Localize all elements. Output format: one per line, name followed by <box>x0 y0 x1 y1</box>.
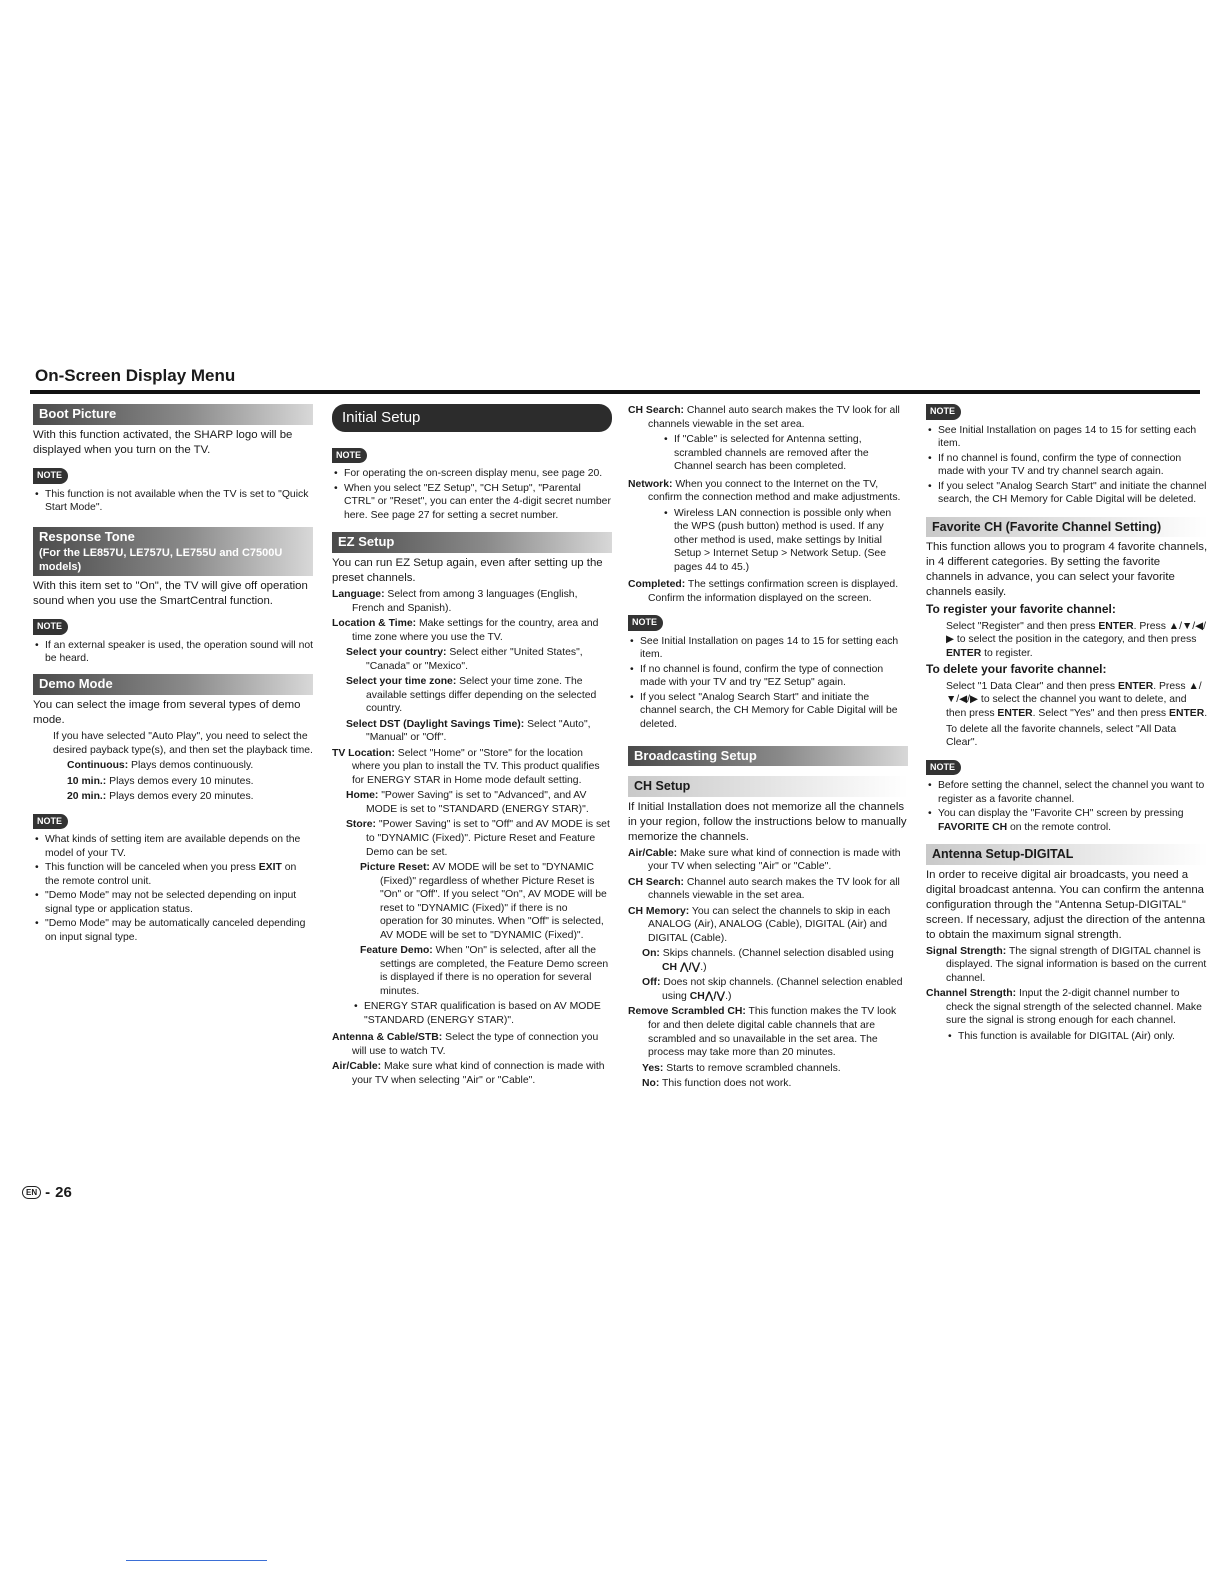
note-item: • "Demo Mode" may be automatically canceled depending on input signal type. <box>45 917 313 944</box>
note-item: • This function is not available when the TV is set to "Quick Start Mode". <box>45 488 313 515</box>
ez-dst: Select DST (Daylight Savings Time): Select "Auto", "Manual" or "Off". <box>346 718 591 744</box>
boot-picture-text: With this function activated, the SHARP logo will be displayed when you turn on the TV. <box>33 428 293 456</box>
language-badge: EN <box>22 1186 41 1199</box>
network-bullet <box>628 507 908 575</box>
note-item: • "Demo Mode" may not be selected depending on input signal type or application status. <box>45 889 313 916</box>
ez-completed: Completed: The settings confirmation screen is displayed. Confirm the information displayed on the screen. <box>628 579 899 604</box>
ez-setup-text: You can run EZ Setup again, even after setting up the preset channels. <box>332 557 603 585</box>
note-item: • This function is available for DIGITAL (Air) only. <box>958 1030 1208 1044</box>
note-item: • Before setting the channel, select the channel you want to register as a favorite channel. <box>938 779 1208 806</box>
page-title: On-Screen Display Menu <box>35 366 236 385</box>
note-item: • If an external speaker is used, the operation sound will not be heard. <box>45 639 313 666</box>
note-item: • For operating the on-screen display menu, see page 20. <box>344 467 612 481</box>
delete-heading: To delete your favorite channel: <box>926 662 1107 677</box>
demo-mode-sub: If you have selected "Auto Play", you need to select the desired payback type(s), and then set the playback time. <box>53 730 313 756</box>
ez-feature-demo: Feature Demo: When "On" is selected, after all the settings are completed, the Feature Demo screen is displayed if there is no operation for several minutes. <box>360 945 609 997</box>
response-tone-heading <box>33 527 313 576</box>
demo-mode-notes <box>33 833 313 944</box>
ez-antenna: Antenna & Cable/STB: Select the type of connection you will use to watch TV. <box>332 1032 599 1057</box>
column-3 <box>628 404 908 1093</box>
ch-search: CH Search: Channel auto search makes the TV look for all channels viewable in the set area. <box>628 876 900 902</box>
note-item: • When you select "EZ Setup", "CH Setup", "Parental CTRL" or "Reset", you can enter the 4-digit secret number here. See page 27 for setting a secret number. <box>344 482 612 523</box>
delete-text: Select "1 Data Clear" and then press ENTER. Press ▲/▼/◀/▶ to select the channel you want to delete, and then press ENTER. Select "Yes" and then press ENTER. <box>946 680 1208 719</box>
ez-network: Network: When you connect to the Internet on the TV, confirm the connection method and make adjustments. <box>628 478 901 504</box>
note-item: • If no channel is found, confirm the type of connection made with your TV and try channel search again. <box>938 452 1208 479</box>
note-item: • You can display the "Favorite CH" screen by pressing FAVORITE CH on the remote control. <box>938 807 1208 834</box>
response-tone-title: Response Tone <box>39 528 135 544</box>
demo-20min: 20 min.: Plays demos every 20 minutes. <box>67 791 254 803</box>
response-tone-subtitle: (For the LE857U, LE757U, LE755U and C7500U models) <box>39 546 283 573</box>
ch-setup-heading: CH Setup <box>628 776 908 796</box>
demo-mode-heading: Demo Mode <box>33 674 313 695</box>
note-item: • If "Cable" is selected for Antenna setting, scrambled channels are removed after the Channel search has been completed. <box>674 433 908 474</box>
ch-memory-on: On: Skips channels. (Channel selection disabled using CH ⋀/⋁.) <box>642 948 894 973</box>
delete-all-text: To delete all the favorite channels, select "All Data Clear". <box>946 723 1177 749</box>
ez-notes <box>628 635 908 732</box>
ch-remove-scrambled: Remove Scrambled CH: This function makes the TV look for and then delete digital cable channels that are scrambled and so unavailable in the set area. The process may take more than 20 minutes. <box>628 1006 897 1059</box>
bottom-link-line <box>126 1560 267 1561</box>
ez-air-cable: Air/Cable: Make sure what kind of connection is made with your TV when selecting "Air" or "Cable". <box>332 1061 605 1086</box>
note-badge: NOTE <box>628 615 663 631</box>
ez-timezone: Select your time zone: Select your time zone. The available settings differ depending on the selected country. <box>346 676 597 715</box>
note-badge: NOTE <box>926 760 961 776</box>
column-4 <box>926 404 1208 1047</box>
note-badge: NOTE <box>33 814 68 830</box>
note-badge: NOTE <box>332 448 367 464</box>
page-footer <box>22 1184 72 1201</box>
register-heading: To register your favorite channel: <box>926 602 1116 617</box>
ch-setup-text: If Initial Installation does not memorize all the channels in your region, follow the instructions below to manually memorize the channels. <box>628 800 907 843</box>
column-2 <box>332 404 612 1089</box>
demo-continuous: Continuous: Plays demos continuously. <box>67 760 254 772</box>
register-text: Select "Register" and then press ENTER. Press ▲/▼/◀/▶ to select the position in the category, and then press ENTER to register. <box>946 620 1207 659</box>
boot-picture-notes <box>33 488 313 515</box>
favorite-notes <box>926 779 1208 834</box>
ch-remove-yes: Yes: Starts to remove scrambled channels. <box>642 1062 841 1074</box>
footer-separator: - <box>45 1184 51 1201</box>
channel-strength-bullet <box>926 1030 1208 1044</box>
page-number: 26 <box>55 1184 72 1201</box>
ez-country: Select your country: Select either "United States", "Canada" or "Mexico". <box>346 647 583 672</box>
column-1 <box>33 404 313 948</box>
ch-memory: CH Memory: You can select the channels to skip in each ANALOG (Air), ANALOG (Cable), DIGITAL (Air) and DIGITAL (Cable). <box>628 905 891 944</box>
boot-picture-heading: Boot Picture <box>33 404 313 425</box>
ez-tv-location: TV Location: Select "Home" or "Store" for the location where you plan to install the TV. This product qualifies for ENERGY STAR in Home mode default setting. <box>332 747 600 786</box>
note-item: • ENERGY STAR qualification is based on AV MODE "STANDARD (ENERGY STAR)". <box>364 1000 612 1027</box>
title-rule <box>30 390 1200 394</box>
response-tone-text: With this item set to "On", the TV will give off operation sound when you use the SmartCentral function. <box>33 580 308 608</box>
favorite-ch-heading: Favorite CH (Favorite Channel Setting) <box>926 517 1208 537</box>
ez-picture-reset: Picture Reset: AV MODE will be set to "DYNAMIC (Fixed)" regardless of whether Picture Reset is "On" or "Off". If you select "On", AV MODE will be reset to "DYNAMIC (Fixed)" if there is no operation for 30 minutes. When "Off" is selected, AV MODE will be set to "DYNAMIC (Fixed)". <box>360 862 607 941</box>
note-item: • If no channel is found, confirm the type of connection made with your TV and try "EZ Setup" again. <box>640 663 908 690</box>
antenna-setup-text: In order to receive digital air broadcasts, you need a digital broadcast antenna. You can confirm the antenna configuration through the "Antenna Setup-DIGITAL" screen. If necessary, adjust the direction of the antenna to obtain the maximum signal strength. <box>926 868 1206 941</box>
broadcasting-setup-heading: Broadcasting Setup <box>628 746 908 767</box>
initial-setup-heading: Initial Setup <box>332 404 612 432</box>
initial-setup-notes <box>332 467 612 522</box>
note-badge: NOTE <box>926 404 961 420</box>
ez-setup-heading: EZ Setup <box>332 532 612 553</box>
note-item: • This function will be canceled when you press EXIT on the remote control unit. <box>45 861 313 888</box>
ez-store: Store: "Power Saving" is set to "Off" and AV MODE is set to "DYNAMIC (Fixed)". Picture Reset and Feature Demo can be set. <box>346 819 610 858</box>
note-item: • Wireless LAN connection is possible only when the WPS (push button) method is used. If any other method is used, make settings by Initial Setup > Internet Setup > Network Setup. (See pages 44 to 45.) <box>674 507 908 575</box>
note-item: • See Initial Installation on pages 14 to 15 for setting each item. <box>640 635 908 662</box>
ez-ch-search: CH Search: Channel auto search makes the TV look for all channels viewable in the set area. <box>628 405 900 430</box>
response-tone-notes <box>33 639 313 666</box>
ch-search-bullet <box>628 433 908 474</box>
demo-10min: 10 min.: Plays demos every 10 minutes. <box>67 775 254 787</box>
ez-home: Home: "Power Saving" is set to "Advanced", and AV MODE is set to "STANDARD (ENERGY STAR)". <box>346 790 589 815</box>
ez-location: Location & Time: Make settings for the country, area and time zone where you use the TV. <box>332 618 599 643</box>
channel-strength: Channel Strength: Input the 2-digit channel number to check the signal strength of the selected channel. Make sure the signal is strong enough for each channel. <box>926 988 1202 1027</box>
demo-mode-text: You can select the image from several types of demo mode. <box>33 698 301 726</box>
note-badge: NOTE <box>33 468 68 484</box>
favorite-ch-text: This function allows you to program 4 favorite channels, in 4 different categories. By setting the favorite channels in advance, you can select your favorite channels easily. <box>926 541 1208 599</box>
signal-strength: Signal Strength: The signal strength of DIGITAL channel is displayed. The signal information is based on the current channel. <box>926 945 1207 984</box>
ch-setup-notes <box>926 424 1208 507</box>
ch-air-cable: Air/Cable: Make sure what kind of connection is made with your TV when selecting "Air" or "Cable". <box>628 847 901 873</box>
ch-memory-off: Off: Does not skip channels. (Channel selection enabled using CH⋀/⋁.) <box>642 977 903 1002</box>
ez-language: Language: Select from among 3 languages (English, French and Spanish). <box>332 589 578 614</box>
note-item: • If you select "Analog Search Start" and initiate the channel search, the CH Memory for Cable Digital will be deleted. <box>640 691 908 732</box>
antenna-setup-heading: Antenna Setup-DIGITAL <box>926 844 1208 864</box>
note-item: • What kinds of setting item are available depends on the model of your TV. <box>45 833 313 860</box>
note-item: • See Initial Installation on pages 14 to 15 for setting each item. <box>938 424 1208 451</box>
note-item: • If you select "Analog Search Start" and initiate the channel search, the CH Memory for Cable Digital will be deleted. <box>938 480 1208 507</box>
note-badge: NOTE <box>33 619 68 635</box>
ch-remove-no: No: This function does not work. <box>642 1078 792 1090</box>
ez-energy-note <box>332 1000 612 1027</box>
